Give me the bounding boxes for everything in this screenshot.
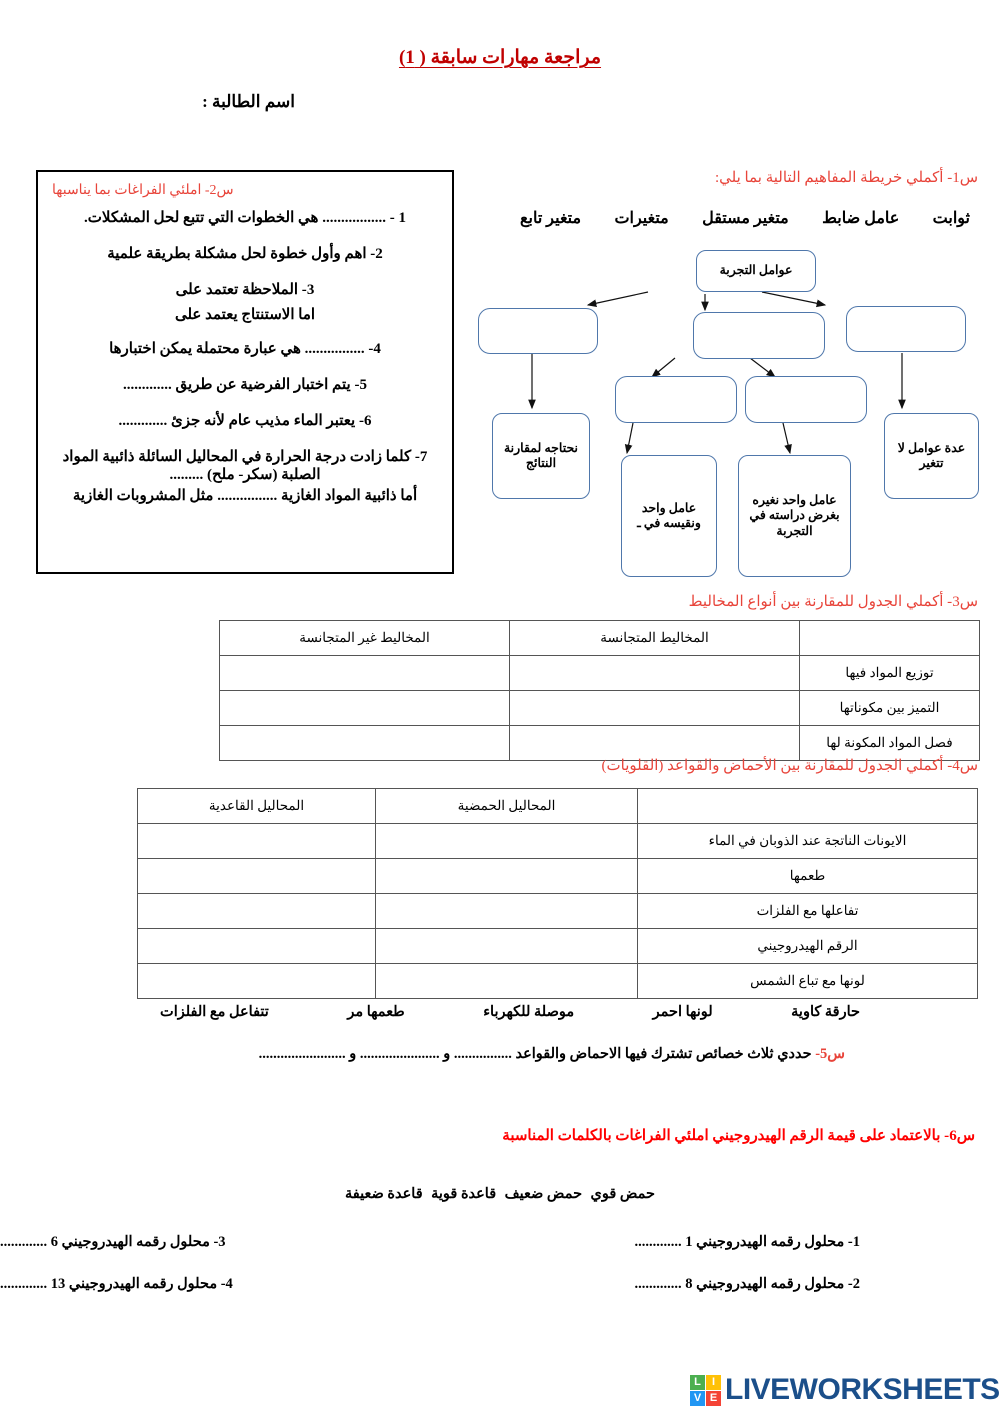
word-bank-term: متغير مستقل <box>702 210 789 227</box>
answer-cell[interactable] <box>138 929 376 964</box>
concept-map-blank-middle[interactable] <box>693 312 825 359</box>
question-2-item: 6- يعتبر الماء مذيب عام لأنه جزئ ............. <box>118 412 372 429</box>
table-row <box>220 621 980 656</box>
word-bank-term: حارقة كاوية <box>791 1004 860 1020</box>
word-bank-term: موصلة للكهرباء <box>483 1004 575 1020</box>
word-bank-term: ثوابت <box>932 210 970 227</box>
word-bank-term: تتفاعل مع الفلزات <box>160 1004 269 1020</box>
table-header-blank <box>800 621 980 656</box>
table-row <box>138 929 978 964</box>
table-header-homogeneous: المخاليط المتجانسة <box>510 621 800 656</box>
answer-cell[interactable] <box>376 964 638 999</box>
question-2-item: 1 - ................. هي الخطوات التي تتبع لحل المشكلات. <box>84 210 406 226</box>
question-6-item[interactable]: 4- محلول رقمه الهيدروجيني 13 ............. <box>0 1276 233 1292</box>
question-6-row <box>0 1234 860 1251</box>
question-2-item: 4- ................ هي عبارة محتملة يمكن اختبارها <box>109 341 381 358</box>
question-2-item: 5- يتم اختبار الفرضية عن طريق ............. <box>123 377 367 393</box>
page-title-text: مراجعة مهارات سابقة ( 1) <box>398 47 602 68</box>
acids-bases-comparison-table <box>137 788 978 999</box>
row-label: التميز بين مكوناتها <box>800 691 980 726</box>
answer-cell[interactable] <box>510 691 800 726</box>
answer-cell[interactable] <box>220 691 510 726</box>
answer-cell[interactable] <box>138 894 376 929</box>
table-header-basic: المحاليل القاعدية <box>138 789 376 824</box>
student-name-label: اسم الطالبة : <box>202 92 295 111</box>
logo-wordmark: LIVEWORKSHEETS <box>725 1373 1000 1406</box>
answer-cell[interactable] <box>220 656 510 691</box>
question-6-heading: س6- بالاعتماد على قيمة الرقم الهيدروجيني املئي الفراغات بالكلمات المناسبة <box>502 1128 975 1144</box>
word-bank-term: عامل ضابط <box>822 210 900 227</box>
question-2-item: 3- الملاحظة تعتمد على <box>175 281 315 298</box>
concept-map <box>470 250 990 590</box>
row-label: طعمها <box>638 859 978 894</box>
word-bank-term: حمض قوي <box>590 1186 655 1202</box>
word-bank-term: لونها احمر <box>652 1004 713 1020</box>
row-label: تفاعلها مع الفلزات <box>638 894 978 929</box>
row-label: فصل المواد المكونة لها <box>800 726 980 761</box>
tile-i: I <box>706 1375 721 1390</box>
table-row <box>138 789 978 824</box>
question-3-heading: س3- أكملي الجدول للمقارنة بين أنواع المخاليط <box>688 594 978 610</box>
question-2-item: أما ذائبية المواد الغازية ................ مثل المشروبات الغازية <box>72 488 418 504</box>
question-2-item: 7- كلما زادت درجة الحرارة في المحاليل السائلة ذائبية المواد الصلبة (سكر- ملح) ......... <box>62 448 428 484</box>
question-4-heading: س4- أكملي الجدول للمقارنة بين الأحماض والقواعد (القلويات) <box>601 758 978 774</box>
question-6-row <box>0 1276 860 1293</box>
table-row <box>138 964 978 999</box>
table-row <box>220 656 980 691</box>
answer-cell[interactable] <box>138 824 376 859</box>
question-5-word-bank <box>160 1004 860 1021</box>
question-6-item[interactable]: 3- محلول رقمه الهيدروجيني 6 ............. <box>0 1234 226 1250</box>
question-5-line <box>30 1046 845 1063</box>
question-6-word-bank <box>345 1186 655 1203</box>
answer-cell[interactable] <box>138 859 376 894</box>
table-header-acidic: المحاليل الحمضية <box>376 789 638 824</box>
question-2-item: 2- اهم وأول خطوة لحل مشكلة بطريقة علمية <box>107 245 383 262</box>
question-5-number: س5- <box>815 1046 845 1062</box>
table-row <box>138 859 978 894</box>
question-2-item: اما الاستنتاج يعتمد على <box>174 307 316 324</box>
concept-map-leaf-independent: عامل واحد نغيره بغرض دراسته في التجربة <box>738 455 851 577</box>
word-bank-term: متغير تابع <box>520 210 582 227</box>
answer-cell[interactable] <box>376 859 638 894</box>
answer-cell[interactable] <box>220 726 510 761</box>
table-header-blank <box>638 789 978 824</box>
tile-v: V <box>690 1391 705 1406</box>
tile-e: E <box>706 1391 721 1406</box>
answer-cell[interactable] <box>376 894 638 929</box>
row-label: الايونات الناتجة عند الذوبان في الماء <box>638 824 978 859</box>
word-bank-term: متغيرات <box>614 210 669 227</box>
word-bank-term: طعمها مر <box>347 1004 405 1020</box>
page-title <box>0 46 1000 69</box>
row-label: الرقم الهيدروجيني <box>638 929 978 964</box>
question-2-heading: س2- املئي الفراغات بما يناسبها <box>52 183 234 198</box>
word-bank-term: حمض ضعيف <box>504 1186 583 1202</box>
table-row <box>138 894 978 929</box>
table-row <box>138 824 978 859</box>
answer-cell[interactable] <box>376 929 638 964</box>
word-bank-term: قاعدة قوية <box>431 1186 497 1202</box>
question-6-item[interactable]: 2- محلول رقمه الهيدروجيني 8 ............. <box>634 1276 860 1292</box>
concept-map-blank-sub-left[interactable] <box>615 376 737 423</box>
answer-cell[interactable] <box>510 656 800 691</box>
concept-map-blank-left[interactable] <box>478 308 598 354</box>
tile-l: L <box>690 1375 705 1390</box>
table-row <box>220 691 980 726</box>
word-bank-term: قاعدة ضعيفة <box>345 1186 423 1202</box>
question-5-text[interactable]: حددي ثلاث خصائص تشترك فيها الاحماض والقواعد ................ و ...................... و ........................ <box>258 1046 812 1062</box>
answer-cell[interactable] <box>138 964 376 999</box>
concept-map-blank-right[interactable] <box>846 306 966 352</box>
mixtures-comparison-table <box>219 620 980 761</box>
question-6-item[interactable]: 1- محلول رقمه الهيدروجيني 1 ............. <box>634 1234 860 1250</box>
question-2-box <box>36 170 454 574</box>
row-label: توزيع المواد فيها <box>800 656 980 691</box>
concept-map-leaf-control: نحتاجه لمقارنة النتائج <box>492 413 590 499</box>
question-1-heading: س1- أكملي خريطة المفاهيم التالية بما يلي: <box>714 170 978 186</box>
row-label: لونها مع تباع الشمس <box>638 964 978 999</box>
table-header-heterogeneous: المخاليط غير المتجانسة <box>220 621 510 656</box>
concept-map-blank-sub-right[interactable] <box>745 376 867 423</box>
concept-map-leaf-dependent: عامل واحد ونقيسه في ـ <box>621 455 717 577</box>
answer-cell[interactable] <box>376 824 638 859</box>
question-1-word-bank <box>520 208 970 228</box>
live-tiles <box>690 1375 721 1406</box>
liveworksheets-logo[interactable] <box>690 1373 1000 1407</box>
concept-map-leaf-constants: عدة عوامل لا تتغير <box>884 413 979 499</box>
concept-map-root: عوامل التجربة <box>696 250 816 292</box>
